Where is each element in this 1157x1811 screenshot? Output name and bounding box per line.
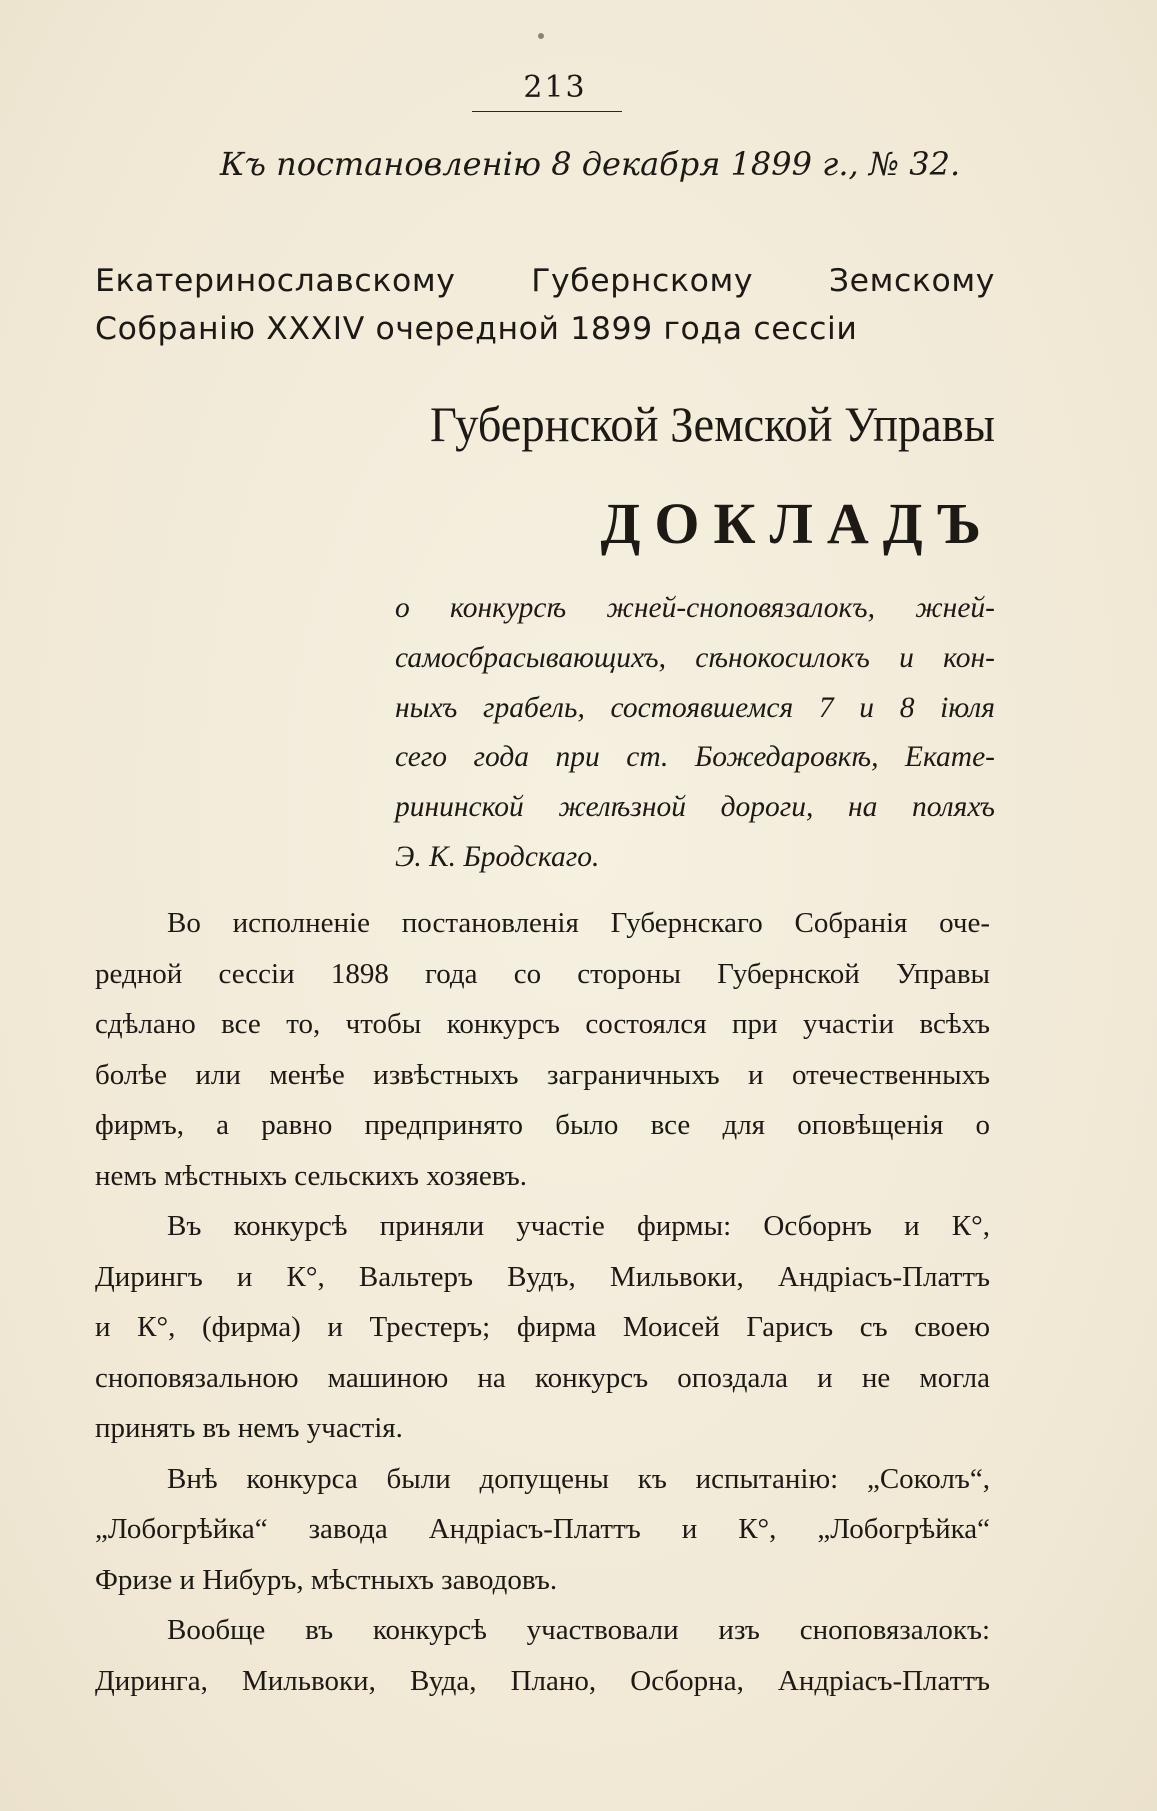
subject-line: рининской желѣзной дороги, на поляхъ xyxy=(395,791,995,824)
subject-line: Э. К. Бродскаго. xyxy=(395,840,600,873)
page-number-rule xyxy=(472,111,622,112)
text-line: и К°, (фирма) и Трестеръ; фирма Моисей Гарисъ съ своею xyxy=(95,1311,990,1343)
text-line: сноповязальною машиною на конкурсъ опоздала и не могла xyxy=(95,1361,990,1394)
paragraph xyxy=(95,1605,990,1706)
text-line: сдѣлано все то, чтобы конкурсъ состоялся при участіи всѣхъ xyxy=(95,1008,990,1040)
report-heading: ДОКЛАДЪ xyxy=(600,491,995,556)
text-line: немъ мѣстныхъ сельскихъ хозяевъ. xyxy=(95,1159,527,1192)
paragraph xyxy=(95,898,990,1201)
page-number: 213 xyxy=(523,70,587,105)
text-line: принять въ немъ участія. xyxy=(95,1412,403,1444)
text-line: Вообще въ конкурсѣ участвовали изъ сноповязалокъ: xyxy=(167,1614,990,1646)
report-subject xyxy=(395,584,995,883)
text-line: Дирингъ и К°, Вальтеръ Вудъ, Мильвоки, Андріасъ-Платтъ xyxy=(95,1260,990,1293)
resolution-reference: Къ постановленію 8 декабря 1899 г., № 32. xyxy=(219,145,961,183)
text-line: болѣе или менѣе извѣстныхъ заграничныхъ и отечественныхъ xyxy=(95,1058,990,1091)
text-line: редной сессіи 1898 года со стороны Губернской Управы xyxy=(95,957,990,990)
report-body xyxy=(95,898,990,1706)
text-line: Въ конкурсѣ приняли участіе фирмы: Осборнъ и К°, xyxy=(167,1210,990,1242)
text-line: фирмъ, а равно предпринято было все для оповѣщенія о xyxy=(95,1109,990,1141)
text-line: Во исполненіе постановленія Губернскаго Собранія оче- xyxy=(167,907,990,939)
text-line: Фризе и Нибуръ, мѣстныхъ заводовъ. xyxy=(95,1563,558,1596)
addressee-line: Собранію XXXIV очередной 1899 года сессіи xyxy=(95,311,858,347)
paragraph xyxy=(95,1454,990,1606)
subject-line: самосбрасывающихъ, сѣнокосилокъ и кон- xyxy=(395,641,995,674)
text-line: Внѣ конкурса были допущены къ испытанію: „Соколъ“, xyxy=(167,1462,990,1495)
addressee-block xyxy=(95,257,995,353)
addressee-line: Екатеринославскому Губернскому Земскому xyxy=(95,263,995,299)
ink-speck xyxy=(538,33,544,39)
subject-line: сего года при ст. Божедаровкѣ, Екате- xyxy=(395,741,995,774)
subject-line: ныхъ грабель, состоявшемся 7 и 8 іюля xyxy=(395,691,995,724)
board-title: Губернской Земской Управы xyxy=(429,396,995,452)
subject-line: о конкурсѣ жней-сноповязалокъ, жней- xyxy=(395,592,995,624)
text-line: Диринга, Мильвоки, Вуда, Плано, Осборна, Андріасъ-Платтъ xyxy=(95,1664,990,1697)
text-line: „Лобогрѣйка“ завода Андріасъ-Платтъ и К°, „Лобогрѣйка“ xyxy=(95,1513,990,1545)
paragraph xyxy=(95,1201,990,1454)
